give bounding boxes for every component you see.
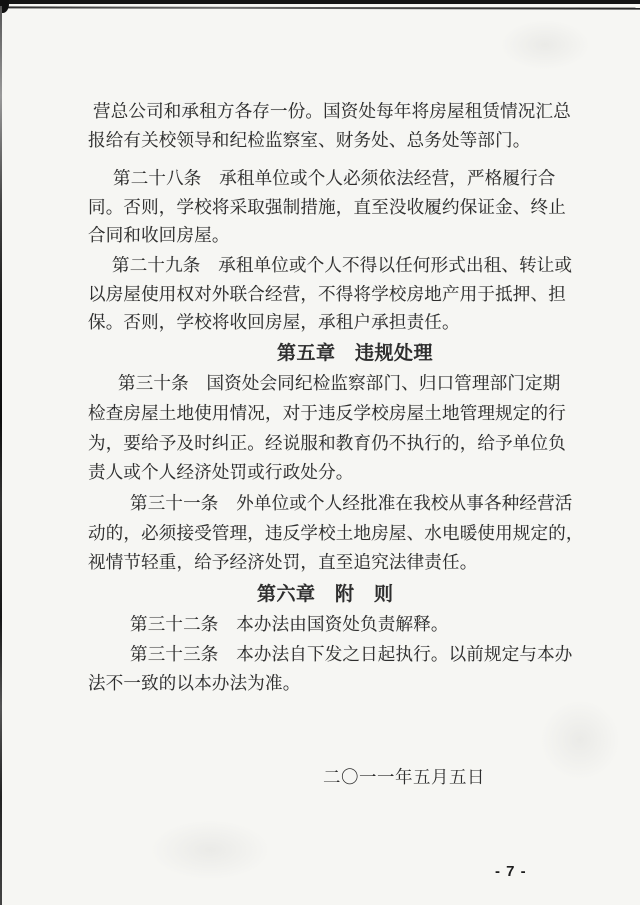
document-line: 为，要给予及时纠正。经说服和教育仍不执行的，给予单位负: [88, 433, 566, 453]
document-line: 第二十九条 承租单位或个人不得以任何形式出租、转让或: [112, 255, 573, 275]
scan-left-edge: [0, 6, 2, 905]
document-line: 同。否则，学校将采取强制措施，直至没收履约保证金、终止: [88, 197, 566, 217]
scan-smudge: [150, 820, 270, 880]
scan-smudge: [540, 700, 620, 780]
page-number: - 7 -: [495, 863, 527, 880]
document-line: 第二十八条 承租单位或个人必须依法经营，严格履行合: [113, 168, 556, 188]
scan-top-rule: [0, 6, 640, 9]
document-line: 视情节轻重，给予经济处罚，直至追究法律责任。: [88, 552, 478, 572]
document-line: 责人或个人经济处罚或行政处分。: [88, 462, 354, 482]
document-line: 保。否则，学校将收回房屋，承租户承担责任。: [88, 312, 460, 332]
document-line: 第三十三条 本办法自下发之日起执行。以前规定与本办: [130, 644, 573, 664]
document-line: 报给有关校领导和纪检监察室、财务处、总务处等部门。: [88, 130, 531, 150]
document-line: 法不一致的以本办法为准。: [88, 673, 301, 693]
chapter-heading: 第五章 违规处理: [277, 343, 434, 364]
document-line: 合同和收回房屋。: [88, 225, 230, 245]
chapter-heading: 第六章 附 则: [257, 584, 394, 605]
document-line: 动的，必须接受管理，违反学校土地房屋、水电暖使用规定的，: [88, 523, 584, 543]
document-line: 营总公司和承租方各存一份。国资处每年将房屋租赁情况汇总: [93, 101, 571, 121]
scan-smudge: [500, 20, 590, 70]
document-line: 以房屋使用权对外联合经营，不得将学校房地产用于抵押、担: [88, 284, 566, 304]
document-line: 第三十条 国资处会同纪检监察部门、归口管理部门定期: [118, 373, 561, 393]
issue-date: 二〇一一年五月五日: [323, 767, 485, 787]
document-line: 检查房屋土地使用情况，对于违反学校房屋土地管理规定的行: [88, 403, 566, 423]
document-line: 第三十一条 外单位或个人经批准在我校从事各种经营活: [130, 493, 573, 513]
document-line: 第三十二条 本办法由国资处负责解释。: [130, 614, 449, 634]
scan-top-edge: [0, 0, 640, 4]
